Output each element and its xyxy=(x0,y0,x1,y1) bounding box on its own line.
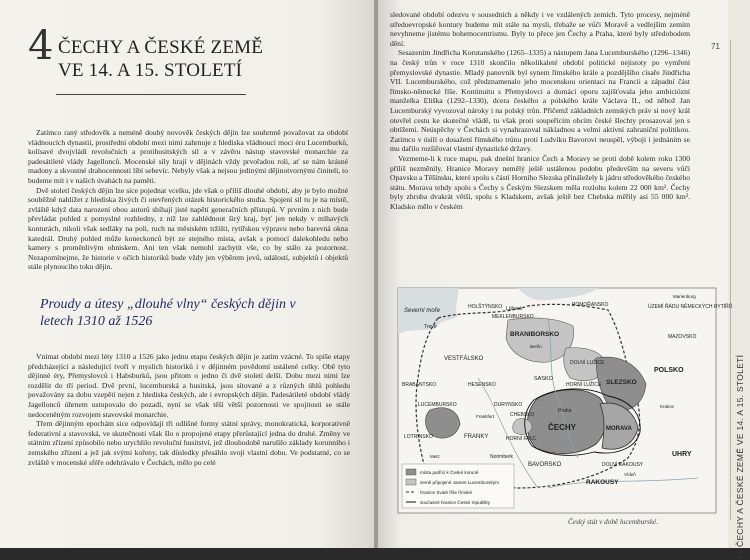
paragraph: sledované období odezvu v sousedních a někdy i ve vzdálených zemích. Tyto procesy, nejméně středoevropské kontury budeme mít stále na mysli, třebaže se vůči Moravě a vedlejším zemím nevyhneme jistému bohemocentrismu. Byly to přece jen Čechy a Praha, které byly středobodem dění. xyxy=(390,10,690,48)
chapter-title-line-2: VE 14. A 15. STOLETÍ xyxy=(58,60,243,81)
legend-label: současné hranice České republiky xyxy=(420,500,490,505)
map-label: MAZOVSKO xyxy=(668,334,697,340)
map-label: Metz xyxy=(430,454,440,459)
map-legend xyxy=(402,464,514,508)
legend-label: hranice Svaté říše římské xyxy=(420,490,473,495)
map-label: Marienburg xyxy=(673,294,696,299)
map-label: RAKOUSY xyxy=(586,479,619,486)
map-label: HESENSKO xyxy=(468,382,496,388)
map-label: LOTRINSKO xyxy=(404,434,433,440)
paragraph: Sesazením Jindřicha Korutanského (1265–1335) a nástupem Jana Lucemburského (1296–1346) na český trůn v roce 1310 skončilo několikaleté období politické nejistoty po vymření přemyslovské dynastie. Mladý panovník byl synem římského krále a pozdějšího císaře Jindřicha VII. Lucemburského, což předznamenalo jeho mocenskou orientaci na Francii a západní část římsko-německé říše. Kontinuitu s Přemyslovci a domácí oporu zajišťovala jeho ambiciózní manželka Eliška (1292–1330), dcera českého a polského krále Václava II., od něhož Jan Lucemburský vyvozoval nároky i na polský trůn. Přičemž základních zemských práv si nový král otevřel cestu ke skutečné vládě, tu však proti soupeřícím obcím české šlechty prosazoval jen s obtížemi. Neúspěchy v Čechách si vynahrazoval nákladnou a velmi aktivní zahraniční politikou. Zatímco v úsilí o dosažení římského trůnu proti Ludvíku Bavorovi neuspěl, výboji i jednáním se mu dařilo rozšiřovat vlastní dynastické državy. xyxy=(390,48,690,154)
chapter-title-line-1: ČECHY A ČESKÉ ZEMĚ xyxy=(58,37,264,58)
map-label: VESTFÁLSKO xyxy=(444,356,484,362)
legend-label: země připojené Janem Lucemburským xyxy=(420,480,499,485)
page-number: 71 xyxy=(711,42,720,51)
chapter-title xyxy=(58,36,263,82)
historical-map xyxy=(398,288,733,513)
running-head-vertical: 4 / ČECHY A ČESKÉ ZEMĚ VE 14. A 15. STOLETÍ xyxy=(735,354,745,560)
map-label: ÚZEMÍ ŘÁDU NĚMECKÝCH RYTÍŘŮ xyxy=(648,304,733,310)
map-label: BAVORSKO xyxy=(528,462,562,468)
map-label: POMOŘANSKO xyxy=(572,302,609,308)
cheb-area xyxy=(513,418,532,434)
map-label: BRANIBORSKO xyxy=(510,331,560,338)
legend-swatch-crown xyxy=(406,469,416,475)
map-label: UHRY xyxy=(672,451,692,458)
paragraph: Vezmeme-li k ruce mapu, pak dnešní hranice Čech a Moravy se proti době kolem roku 1300 příliš nezměnily. Hranice Moravy nemělý ještě ustálenou podobu především na severu vůči Opavsku a Těšínsku, které spolu s částí Horního Slezska přináležely k jádru středověkého českého státu. Morava tehdy spolu s Čechy s Českým Slezskem měla rozlohu kolem 22 000 km². Čechy byly zhruba dvakrát větší, spolu s Kladskem, avšak ještě bez Chebska měřily asi 55 000 km². Kladsko mělo v českém xyxy=(390,153,690,211)
map-label: Norimberk xyxy=(490,454,514,460)
map-label: CHEBSKO xyxy=(510,412,535,418)
map-label: ČECHY xyxy=(548,423,577,432)
map-label: MEKLENBURSKO xyxy=(492,314,534,320)
legend-label: místa patřící k České koruně xyxy=(420,470,479,475)
paragraph: Třem dějinným epochám sice odpovídají tři odlišné formy státní správy, monokratická, korporativně federativní a stavovská, ve skutečnosti však šlo o propojené etapy přerůstající jedna do druhé. Změny ve státním zřízení způsobilo nebo urychlilo revoluční husitství, jež dlouhodobě narušilo základy korunního i zemského zřízení a jež jak svými kořeny, tak důsledky přesáhlo svoji vlastní dobu. Ve podstatné, co se zvláště v mocenské sféře odehrávalo v Čechách, mělo po celé xyxy=(28,419,350,467)
map-label: SLEZSKO xyxy=(606,379,637,386)
map-label: DOLNÍ LUŽICE xyxy=(570,360,605,366)
paragraph: Dvě století českých dějin lze sice pojednat vcelku, jde však o příliš dlouhé období, aby je bylo možné souběžně nahlížet z hlediska živých či otevřených otázek historického studia. Spojení sil tu je na místě, zvláště když data narození obou autorů sbíhají jisté napětí generačních přístupů. V prvním z nich bude převládat pohled z pomyslné rozhledny, z níž lze zahlédnout širý kraj, byť jen nekdy v mlhavých konturách, nikoli však sedláky na poli, ruch na městském tržišti, rytířskou výpravu nebo barevná okna katedrál. Druhý pohled může koneckonců být ze stejného místa, avšak s pomocí dalekohledu nebo kamery s proměnlivým ohniskem. Ani ten však nemohl zachytit vše, co by stálo za pozornost. Nezapomínejme, že historie v očích historiků bude vždy jen výběrem jevů, událostí, subjektů i objektů stále plynoucího toku dějin. xyxy=(28,185,348,272)
chapter-number: 4 xyxy=(28,23,54,69)
map-label: DOLNÍ RAKOUSY xyxy=(602,462,644,468)
map-label: POLSKO xyxy=(654,367,684,374)
side-rule xyxy=(730,40,731,520)
map-label: BRABANTSKO xyxy=(402,382,437,388)
map-label: LUCEMBURSKO xyxy=(418,402,457,408)
map-label: Lübeck xyxy=(506,306,523,312)
legend-swatch-annexed xyxy=(406,479,416,485)
section-heading: Proudy a útesy „dlouhé vlny“ českých dějin v letech 1310 až 1526 xyxy=(40,297,296,329)
map-label: Krakov xyxy=(660,404,675,409)
map-label: DURYNSKO xyxy=(494,402,523,408)
right-page xyxy=(378,0,750,560)
paragraph: Zatímco raný středověk a neméně doubý novověk českých dějin lze souhrnně považovat za období vládnoucích dynastií, prostřední období mezi nimi zahrnuje z hlediska vládnoucí moci éru Lucemburků, kolísavé dvojvládí revolučních a protihusitských sil a v závěru nástup stavovské monarchie za padesátileté vlády Jagellonců. Mocenské síly hrají v dějinách vždy prvořadou roli, ať se nám krásné madony a skvostné drahocennosti líbí sebevíc. Nebyly však a nejsou jedinými dějinotvornými činiteli, to budeme mít i v našich úvahách na paměti. xyxy=(28,128,348,185)
map-label: Berlín xyxy=(530,344,542,349)
map-label: SASKO xyxy=(534,376,553,382)
map-label: Praha xyxy=(558,408,572,414)
map-label: HORNÍ FALC xyxy=(506,436,537,442)
map-label: HORNÍ LUŽICE xyxy=(566,382,602,388)
right-body-text xyxy=(390,10,690,211)
map-label: HOLŠTÝNSKO xyxy=(468,304,503,310)
map-label: MORAVA xyxy=(606,426,632,432)
left-section-text xyxy=(28,352,350,467)
map-label: Trevír xyxy=(424,324,437,330)
chapter-rule xyxy=(56,94,246,95)
map-label: FRANKY xyxy=(464,434,489,440)
left-intro-text xyxy=(28,128,348,272)
bohemia-area xyxy=(527,390,606,454)
map-caption: Český stát v době lucemburské. xyxy=(568,518,659,526)
left-page xyxy=(0,0,376,548)
map-label: Frankfurt xyxy=(476,414,495,419)
map-label: Severní moře xyxy=(404,308,441,314)
map-label: Vídeň xyxy=(624,472,636,477)
paragraph: Vnímat období mezi léty 1310 a 1526 jako jednu etapu českých dějin je zatím vzácné. To spíše etapy předcházející a následující tvoří v myslích historiků i v dějinném povědomí ustálené celky. Obě tyto dějinné éry, Přemyslovců i Habsburků, jsou přitom o jedno či dvě století delší. Dobu mezi nimi lze rozdělit do tří period. Dvě první, lucemburská a husitská, jsou sítované a z různých úhlů pohledu považovány za dobu vzepětí nejen z hlediska českých, ale i evropských dějin. Padesátileté období vlády Jagellonců úhrnem ustupovalo do pozadí, nyní se však těší větší pozornosti ve spojitosti se stále nedoceněným rozvojem stavovské monarchie. xyxy=(28,352,350,419)
